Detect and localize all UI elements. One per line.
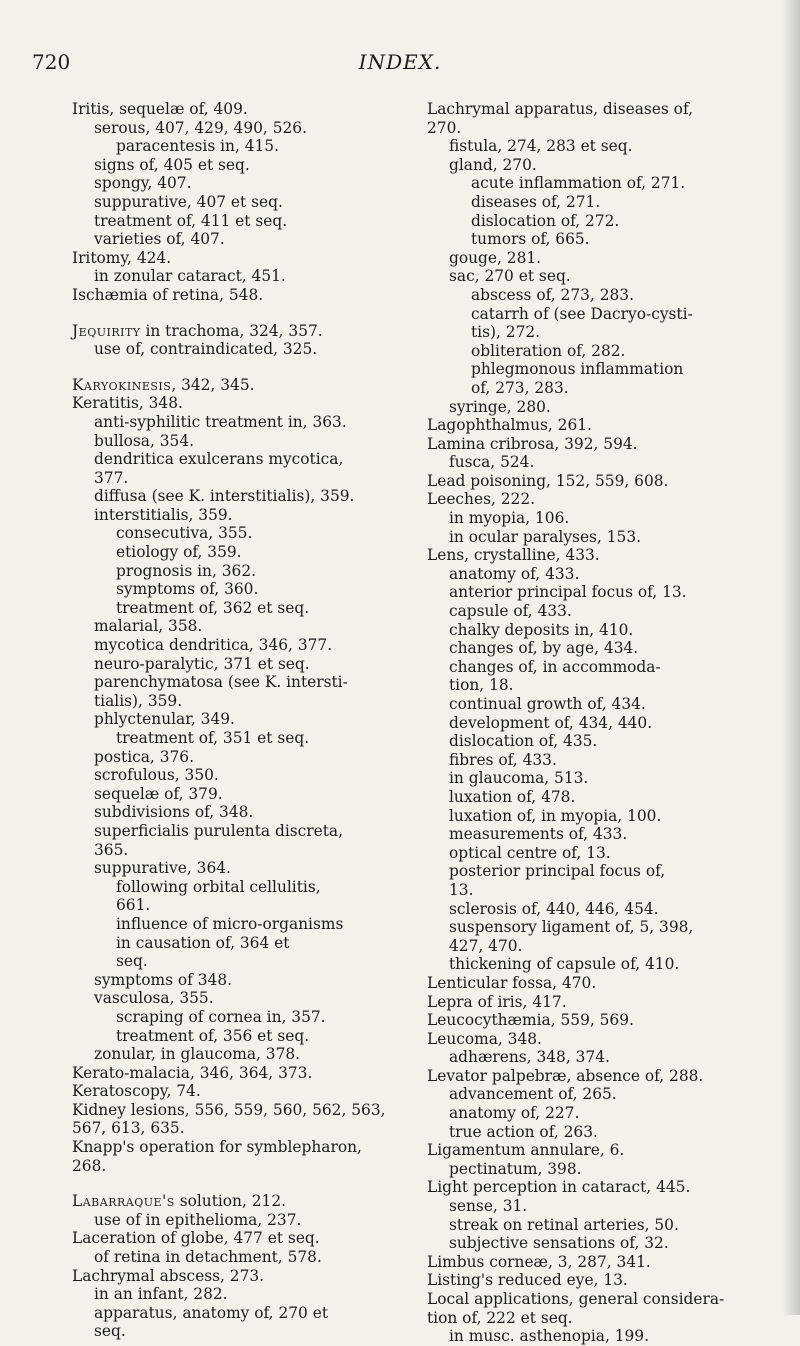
page-header <box>0 50 800 80</box>
index-entry: Keratoscopy, 74. <box>72 1082 201 1101</box>
index-entry: parenchymatosa (see K. intersti- tialis), 359. <box>94 673 348 710</box>
index-entry: etiology of, 359. <box>116 543 242 562</box>
index-entry: Iritis, sequelæ of, 409. <box>72 100 248 118</box>
left-index-column <box>72 100 402 1341</box>
index-entry: Laceration of globe, 477 et seq. <box>72 1229 320 1248</box>
index-entry: in glaucoma, 513. <box>449 769 589 788</box>
index-entry: Lenticular fossa, 470. <box>427 973 597 992</box>
index-entry: varieties of, 407. <box>94 230 225 249</box>
index-entry: in musc. asthenopia, 199. <box>449 1327 649 1346</box>
index-entry: following orbital cellulitis, 661. <box>116 877 321 915</box>
index-entry: subjective sensations of, 32. <box>449 1234 669 1253</box>
index-entry: adhærens, 348, 374. <box>449 1048 610 1067</box>
index-entry: fusca, 524. <box>449 453 535 472</box>
index-entry: optical centre of, 13. <box>449 843 611 862</box>
index-entry: sclerosis of, 440, 446, 454. <box>449 899 659 918</box>
index-entry: treatment of, 411 et seq. <box>94 211 288 230</box>
index-entry: in an infant, 282. <box>94 1285 228 1304</box>
right-index-column <box>427 100 757 1346</box>
index-entry: dislocation of, 435. <box>449 732 598 751</box>
index-entry: Light perception in cataract, 445. <box>427 1178 691 1197</box>
index-entry: thickening of capsule of, 410. <box>449 955 680 974</box>
index-entry: obliteration of, 282. <box>471 341 626 360</box>
index-entry: apparatus, anatomy of, 270 et seq. <box>94 1303 329 1341</box>
index-entry: anterior principal focus of, 13. <box>449 583 687 602</box>
index-entry: Knapp's operation for symblepharon, 268. <box>72 1138 362 1175</box>
index-entry: development of, 434, 440. <box>449 713 653 732</box>
index-entry: changes of, in accommoda- tion, 18. <box>449 657 661 695</box>
index-entry: diffusa (see K. interstitialis), 359. <box>94 487 355 506</box>
index-entry: phlegmonous inflammation of, 273, 283. <box>471 360 684 397</box>
index-entry: diseases of, 271. <box>471 192 601 211</box>
index-entry: Karyokinesis, 342, 345. <box>72 375 255 394</box>
index-entry: use of in epithelioma, 237. <box>94 1210 302 1229</box>
index-entry: fistula, 274, 283 et seq. <box>449 137 633 156</box>
index-entry: signs of, 405 et seq. <box>94 155 250 174</box>
index-entry: Lagophthalmus, 261. <box>427 416 592 435</box>
index-entry: treatment of, 362 et seq. <box>116 598 310 617</box>
index-entry: interstitialis, 359. <box>94 505 233 524</box>
index-entry: Local applications, general considera- tion of, 222 et seq. <box>427 1290 725 1327</box>
index-entry: pectinatum, 398. <box>449 1159 582 1178</box>
index-entry: Levator palpebræ, absence of, 288. <box>427 1066 704 1085</box>
index-entry: in ocular paralyses, 153. <box>449 527 642 546</box>
index-entry: dendritica exulcerans mycotica, 377. <box>94 450 344 487</box>
index-entry: spongy, 407. <box>94 174 192 193</box>
index-entry: advancement of, 265. <box>449 1085 617 1104</box>
index-entry: symptoms of 348. <box>94 970 232 989</box>
index-entry: measurements of, 433. <box>449 825 628 844</box>
index-entry: Leucocythæmia, 559, 569. <box>427 1011 634 1030</box>
index-entry: prognosis in, 362. <box>116 561 257 580</box>
index-entry: treatment of, 351 et seq. <box>116 729 310 747</box>
index-entry: changes of, by age, 434. <box>449 639 639 658</box>
index-entry: sac, 270 et seq. <box>449 267 571 286</box>
index-entry: subdivisions of, 348. <box>94 803 254 822</box>
index-entry: Ischæmia of retina, 548. <box>72 285 264 304</box>
index-entry: continual growth of, 434. <box>449 695 646 713</box>
index-entry: Lens, crystalline, 433. <box>427 546 600 565</box>
index-entry: serous, 407, 429, 490, 526. <box>94 118 307 137</box>
index-entry: influence of micro-organisms in causation of, 364 et seq. <box>116 914 344 971</box>
index-entry: posterior principal focus of, 13. <box>449 862 666 899</box>
index-entry: consecutiva, 355. <box>116 524 253 543</box>
index-entry: capsule of, 433. <box>449 602 572 621</box>
index-entry: scrofulous, 350. <box>94 766 219 785</box>
index-entry: scraping of cornea in, 357. <box>116 1007 326 1026</box>
index-entry: catarrh of (see Dacryo-cysti- tis), 272. <box>471 304 693 342</box>
index-entry: true action of, 263. <box>449 1122 598 1141</box>
index-entry: abscess of, 273, 283. <box>471 285 634 304</box>
index-entry: Labarraque's solution, 212. <box>72 1192 287 1211</box>
index-entry: suppurative, 364. <box>94 859 231 878</box>
index-entry: gland, 270. <box>449 155 537 174</box>
index-entry: of retina in detachment, 578. <box>94 1248 322 1267</box>
index-entry: dislocation of, 272. <box>471 211 620 230</box>
index-entry: malarial, 358. <box>94 617 203 636</box>
page-number: 720 <box>32 50 71 74</box>
index-entry: acute inflammation of, 271. <box>471 174 686 193</box>
index-entry: Keratitis, 348. <box>72 394 183 413</box>
index-entry: suppurative, 407 et seq. <box>94 192 283 211</box>
index-entry: Lead poisoning, 152, 559, 608. <box>427 471 669 490</box>
index-entry: zonular, in glaucoma, 378. <box>94 1045 301 1064</box>
index-entry: neuro-paralytic, 371 et seq. <box>94 654 310 673</box>
index-entry: Listing's reduced eye, 13. <box>427 1271 628 1290</box>
index-entry: Lachrymal abscess, 273. <box>72 1266 265 1285</box>
page-edge-shadow <box>782 0 800 1315</box>
index-entry: chalky deposits in, 410. <box>449 620 634 639</box>
index-entry: luxation of, in myopia, 100. <box>449 806 662 825</box>
index-entry: syringe, 280. <box>449 397 551 416</box>
index-entry: superficialis purulenta discreta, 365. <box>94 821 343 859</box>
index-entry: Jequirity in trachoma, 324, 357. <box>72 321 323 340</box>
index-entry: mycotica dendritica, 346, 377. <box>94 636 333 655</box>
index-entry: Limbus corneæ, 3, 287, 341. <box>427 1252 651 1271</box>
index-entry: streak on retinal arteries, 50. <box>449 1215 679 1234</box>
index-columns <box>72 100 772 1346</box>
index-entry: sequelæ of, 379. <box>94 784 223 803</box>
index-entry: bullosa, 354. <box>94 431 195 450</box>
index-entry: phlyctenular, 349. <box>94 710 235 729</box>
index-entry: in myopia, 106. <box>449 509 570 528</box>
index-entry: Lamina cribrosa, 392, 594. <box>427 434 638 453</box>
index-entry: sense, 31. <box>449 1197 528 1216</box>
index-entry: postica, 376. <box>94 747 194 766</box>
index-entry: Kerato-malacia, 346, 364, 373. <box>72 1063 313 1082</box>
index-entry: use of, contraindicated, 325. <box>94 340 318 359</box>
index-entry: tumors of, 665. <box>471 230 590 249</box>
index-entry: luxation of, 478. <box>449 787 576 806</box>
index-entry: Lepra of iris, 417. <box>427 992 567 1011</box>
index-entry: fibres of, 433. <box>449 750 557 769</box>
index-entry: in zonular cataract, 451. <box>94 267 286 286</box>
index-entry: symptoms of, 360. <box>116 580 259 599</box>
index-entry: gouge, 281. <box>449 248 542 267</box>
index-entry: suspensory ligament of, 5, 398, 427, 470. <box>449 918 694 955</box>
index-entry: Leucoma, 348. <box>427 1029 542 1048</box>
index-entry: anatomy of, 227. <box>449 1104 580 1123</box>
index-entry: Kidney lesions, 556, 559, 560, 562, 563, 567, 613, 635. <box>72 1100 386 1138</box>
index-entry: anti-syphilitic treatment in, 363. <box>94 412 347 431</box>
index-entry: anatomy of, 433. <box>449 564 580 583</box>
index-entry: paracentesis in, 415. <box>116 137 279 156</box>
index-entry: treatment of, 356 et seq. <box>116 1026 310 1045</box>
index-entry: Lachrymal apparatus, diseases of, 270. <box>427 100 693 137</box>
index-entry: vasculosa, 355. <box>94 989 214 1008</box>
index-entry: Leeches, 222. <box>427 490 536 509</box>
index-entry: Ligamentum annulare, 6. <box>427 1141 625 1160</box>
running-title: INDEX. <box>358 50 442 74</box>
index-entry: Iritomy, 424. <box>72 248 172 267</box>
